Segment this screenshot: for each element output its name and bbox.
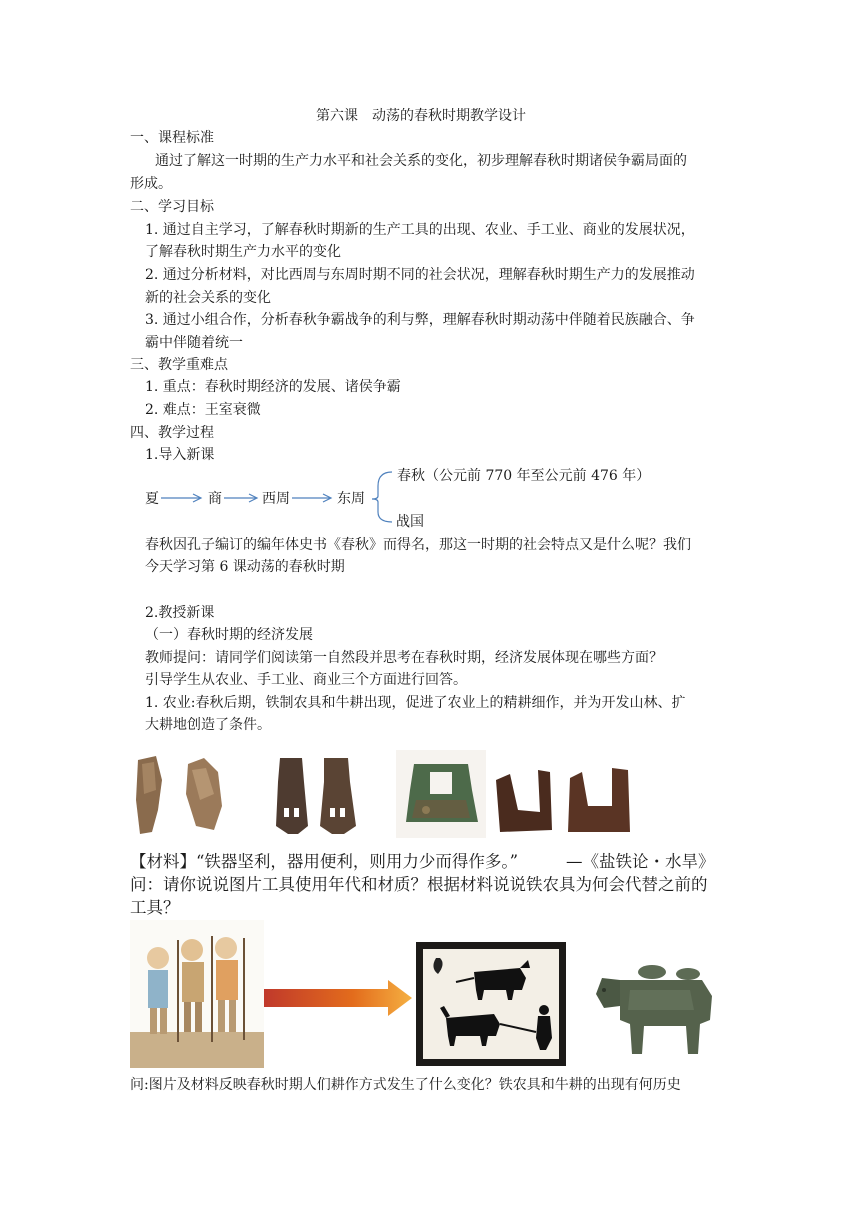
timeline-chunqiu: 春秋（公元前 770 年至公元前 476 年） — [397, 468, 651, 484]
page-title: 第六课 动荡的春秋时期教学设计 — [316, 108, 526, 124]
section-heading-standards: 一、课程标准 — [130, 130, 214, 146]
paragraph-line: 形成。 — [130, 176, 172, 192]
paragraph-line: 教师提问：请同学们阅读第一自然段并思考在春秋时期，经济发展体现在哪些方面？ — [145, 650, 663, 666]
ox-plow-mural-image — [416, 942, 566, 1066]
iron-plow-image — [488, 760, 640, 838]
keypoint-item: 2. 难点：王室衰微 — [145, 402, 261, 418]
material-quote: 【材料】“铁器坚利，器用便利，则用力少而得作多。” — [130, 852, 519, 871]
keypoint-item: 1. 重点：春秋时期经济的发展、诸侯争霸 — [145, 379, 401, 395]
goal-item: 1. 通过自主学习，了解春秋时期新的生产工具的出现、农业、手工业、商业的发展状况， — [145, 222, 695, 238]
subheading-economy: （一）春秋时期的经济发展 — [145, 627, 313, 643]
question-line: 问:图片及材料反映春秋时期人们耕作方式发生了什么变化？铁农具和牛耕的出现有何历史 — [130, 1077, 681, 1093]
paragraph-line: 大耕地创造了条件。 — [145, 717, 271, 733]
arrow-right-icon — [264, 978, 414, 1018]
goal-item: 霸中伴随着统一 — [145, 335, 243, 351]
goal-item: 2. 通过分析材料，对比西周与东周时期不同的社会状况，理解春秋时期生产力的发展推动 — [145, 267, 695, 283]
goal-item: 3. 通过小组合作，分析春秋争霸战争的利与弊，理解春秋时期动荡中伴随着民族融合、争 — [145, 312, 695, 328]
timeline-zhanguo: 战国 — [396, 514, 424, 530]
paragraph-line: 通过了解这一时期的生产力水平和社会关系的变化，初步理解春秋时期诸侯争霸局面的 — [155, 153, 687, 169]
timeline-dongzhou: 东周 — [337, 491, 365, 507]
iron-hoe-image — [396, 750, 486, 838]
section-heading-process: 四、教学过程 — [130, 425, 214, 441]
goal-item: 了解春秋时期生产力水平的变化 — [145, 244, 341, 260]
question-line: 工具？ — [130, 898, 180, 917]
question-line: 问：请你说说图片工具使用年代和材质？根据材料说说铁农具为何会代替之前的 — [130, 875, 708, 894]
section-heading-goals: 二、学习目标 — [130, 199, 214, 215]
material-source: —《盐铁论・水旱》 — [566, 852, 715, 871]
paragraph-line: 引导学生从农业、手工业、商业三个方面进行回答。 — [145, 672, 467, 688]
timeline-xia: 夏 — [145, 491, 159, 507]
bronze-spade-image — [268, 752, 368, 838]
stone-tools-image — [130, 750, 230, 838]
timeline-xizhou: 西周 — [262, 491, 290, 507]
paragraph-line: 春秋因孔子编订的编年体史书《春秋》而得名，那这一时期的社会特点又是什么呢？我们 — [145, 537, 691, 553]
paragraph-line: 今天学习第 6 课动荡的春秋时期 — [145, 559, 345, 575]
section-heading-keypoints: 三、教学重难点 — [130, 357, 228, 373]
paragraph-line: 1. 农业:春秋后期，铁制农具和牛耕出现，促进了农业上的精耕细作，并为开发山林、扩 — [145, 695, 686, 711]
subheading-intro: 1.导入新课 — [145, 447, 215, 463]
goal-item: 新的社会关系的变化 — [145, 290, 271, 306]
bronze-ox-vessel-image — [590, 950, 730, 1060]
timeline-shang: 商 — [208, 491, 222, 507]
farmers-illustration-image — [130, 920, 264, 1068]
subheading-teach: 2.教授新课 — [145, 605, 215, 621]
